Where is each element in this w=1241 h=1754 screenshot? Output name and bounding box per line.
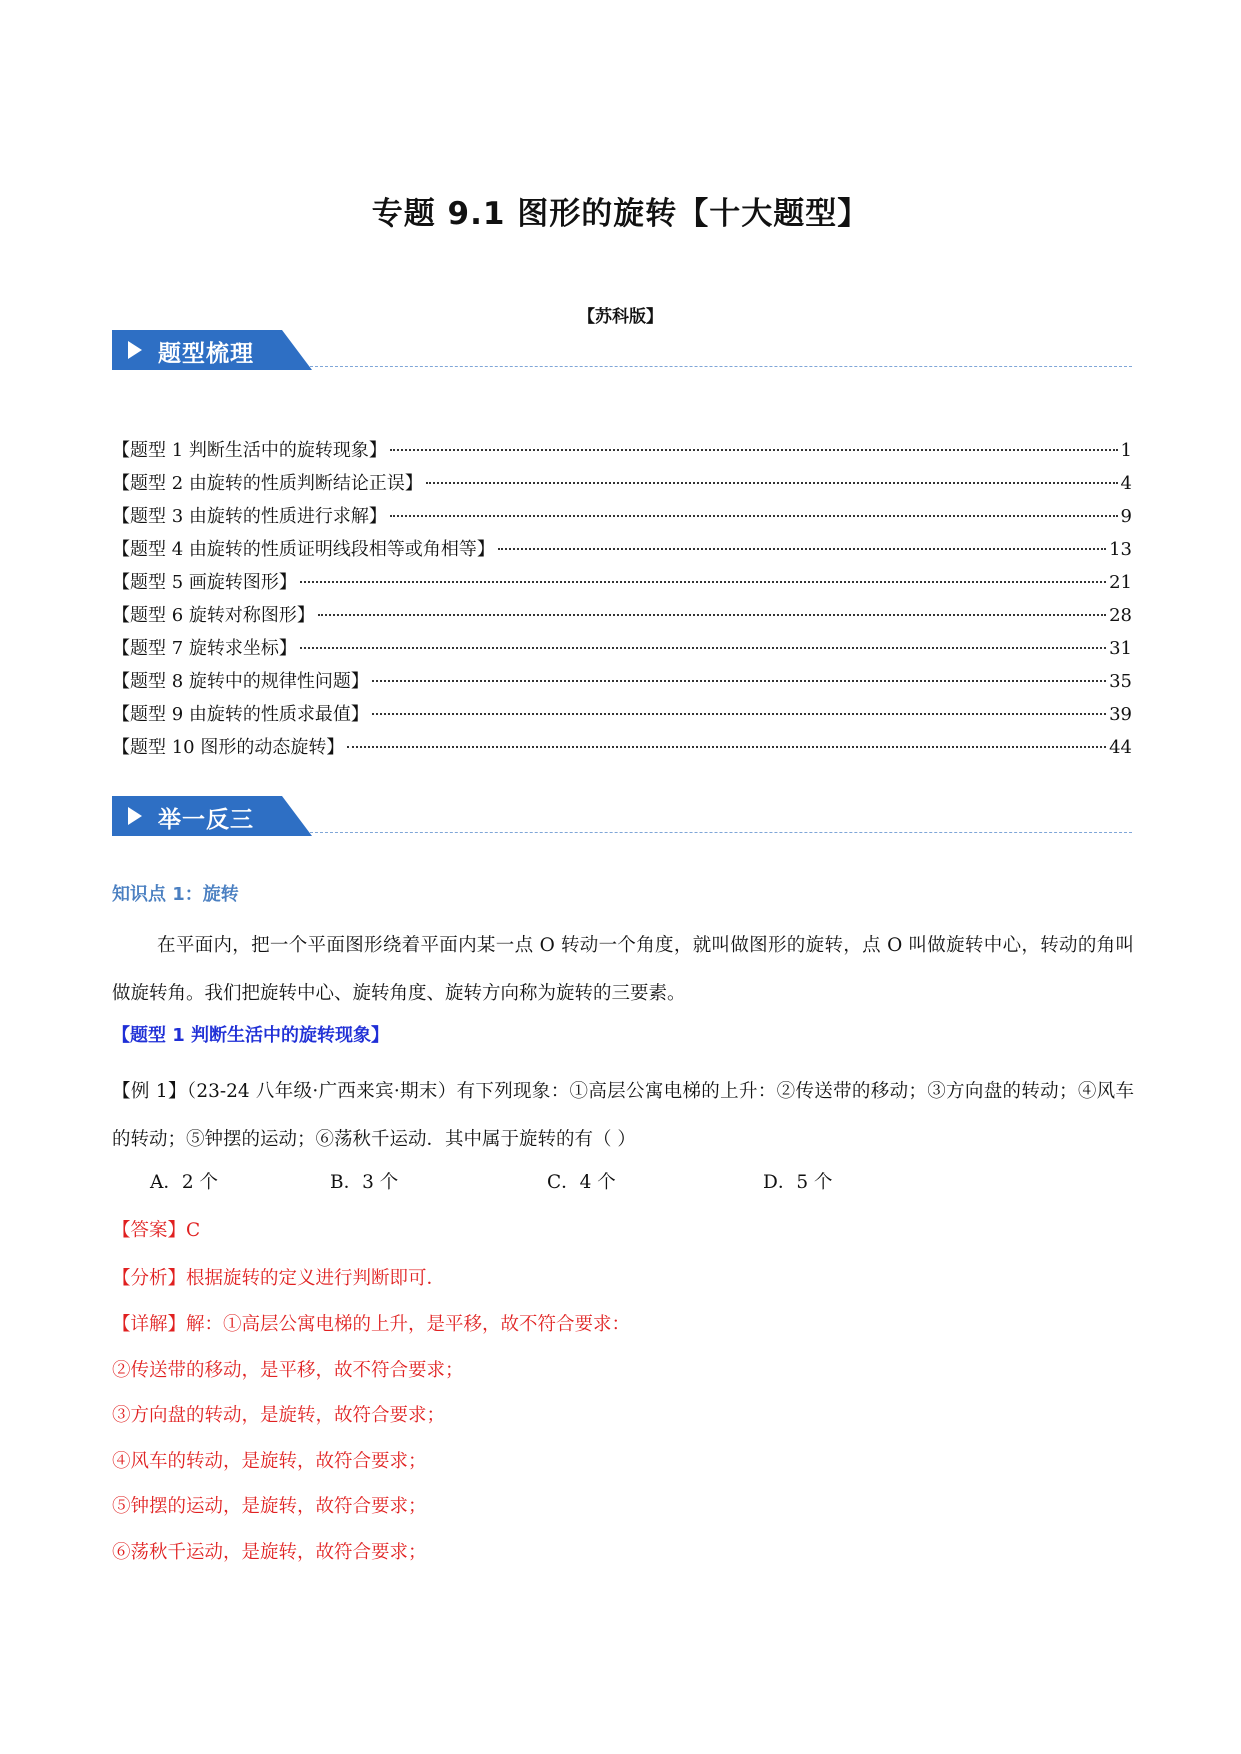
option-b: B．3 个 xyxy=(330,1172,399,1193)
toc-leader-dots xyxy=(318,614,1106,616)
toc-entry-label: 【题型 6 旋转对称图形】 xyxy=(112,605,315,626)
knowledge-point-title: 知识点 1：旋转 xyxy=(112,884,239,905)
section-banner-toc xyxy=(112,330,1132,374)
toc-entry-label: 【题型 2 由旋转的性质判断结论正误】 xyxy=(112,473,423,494)
dashed-divider xyxy=(310,832,1132,833)
type-heading: 【题型 1 判断生活中的旋转现象】 xyxy=(112,1025,390,1046)
toc-entry-page: 44 xyxy=(1109,737,1132,758)
toc-entry-label: 【题型 5 画旋转图形】 xyxy=(112,572,297,593)
toc-entry-label: 【题型 3 由旋转的性质进行求解】 xyxy=(112,506,387,527)
section-banner-examples xyxy=(112,796,1132,840)
toc-entry-label: 【题型 1 判断生活中的旋转现象】 xyxy=(112,440,387,461)
answer-line: 【答案】C xyxy=(112,1220,201,1241)
toc-entry[interactable] xyxy=(112,731,1132,764)
option-a: A．2 个 xyxy=(150,1172,219,1193)
toc-leader-dots xyxy=(390,515,1118,517)
toc-entry[interactable] xyxy=(112,467,1132,500)
edition-label: 【苏科版】 xyxy=(578,307,663,327)
detail-line: ②传送带的移动，是平移，故不符合要求； xyxy=(112,1360,464,1381)
toc-leader-dots xyxy=(372,680,1106,682)
toc-leader-dots xyxy=(372,713,1106,715)
detail-line: ③方向盘的转动，是旋转，故符合要求； xyxy=(112,1405,446,1426)
toc-entry-page: 28 xyxy=(1109,605,1132,626)
detail-line: 【详解】解：①高层公寓电梯的上升，是平移，故不符合要求： xyxy=(112,1314,631,1335)
toc-entry-page: 31 xyxy=(1109,638,1132,659)
toc-entry-label: 【题型 4 由旋转的性质证明线段相等或角相等】 xyxy=(112,539,495,560)
toc-entry[interactable] xyxy=(112,533,1132,566)
toc-entry[interactable] xyxy=(112,632,1132,665)
example-question: 【例 1】（23-24 八年级·广西来宾·期末）有下列现象：①高层公寓电梯的上升：②传送带的移动；③方向盘的转动；④风车的转动；⑤钟摆的运动；⑥荡秋千运动．其中属于旋转的有（ ） xyxy=(112,1081,1134,1150)
play-arrow-icon xyxy=(128,807,142,825)
toc-entry-page: 35 xyxy=(1109,671,1132,692)
toc-entry-page: 39 xyxy=(1109,704,1132,725)
toc-entry[interactable] xyxy=(112,599,1132,632)
knowledge-point-body: 在平面内，把一个平面图形绕着平面内某一点 O 转动一个角度，就叫做图形的旋转，点 O 叫做旋转中心，转动的角叫做旋转角。我们把旋转中心、旋转角度、旋转方向称为旋转的三要素。 xyxy=(112,935,1134,1004)
toc-entry-page: 9 xyxy=(1120,506,1132,527)
toc-entry-label: 【题型 8 旋转中的规律性问题】 xyxy=(112,671,369,692)
toc-leader-dots xyxy=(390,449,1118,451)
toc-leader-dots xyxy=(300,581,1106,583)
detail-line: ⑥荡秋千运动，是旋转，故符合要求； xyxy=(112,1542,427,1563)
detail-line: ⑤钟摆的运动，是旋转，故符合要求； xyxy=(112,1496,427,1517)
analysis-line: 【分析】根据旋转的定义进行判断即可． xyxy=(112,1268,446,1289)
detail-line: ④风车的转动，是旋转，故符合要求； xyxy=(112,1451,427,1472)
option-d: D．5 个 xyxy=(763,1172,833,1193)
toc-leader-dots xyxy=(426,482,1118,484)
toc-leader-dots xyxy=(300,647,1106,649)
toc-entry-page: 4 xyxy=(1120,473,1132,494)
section-title: 举一反三 xyxy=(158,807,254,833)
section-title: 题型梳理 xyxy=(158,341,254,367)
toc-entry[interactable] xyxy=(112,698,1132,731)
option-c: C．4 个 xyxy=(547,1172,616,1193)
toc-entry[interactable] xyxy=(112,434,1132,467)
toc-leader-dots xyxy=(347,746,1106,748)
toc-entry[interactable] xyxy=(112,665,1132,698)
table-of-contents xyxy=(112,434,1132,764)
dashed-divider xyxy=(310,366,1132,367)
toc-entry-label: 【题型 10 图形的动态旋转】 xyxy=(112,737,345,758)
toc-entry[interactable] xyxy=(112,500,1132,533)
toc-entry-page: 1 xyxy=(1120,440,1132,461)
page-title: 专题 9.1 图形的旋转【十大题型】 xyxy=(371,196,870,232)
toc-entry-page: 21 xyxy=(1109,572,1132,593)
toc-entry-page: 13 xyxy=(1109,539,1132,560)
play-arrow-icon xyxy=(128,341,142,359)
toc-entry-label: 【题型 7 旋转求坐标】 xyxy=(112,638,297,659)
toc-entry-label: 【题型 9 由旋转的性质求最值】 xyxy=(112,704,369,725)
toc-entry[interactable] xyxy=(112,566,1132,599)
toc-leader-dots xyxy=(498,548,1106,550)
